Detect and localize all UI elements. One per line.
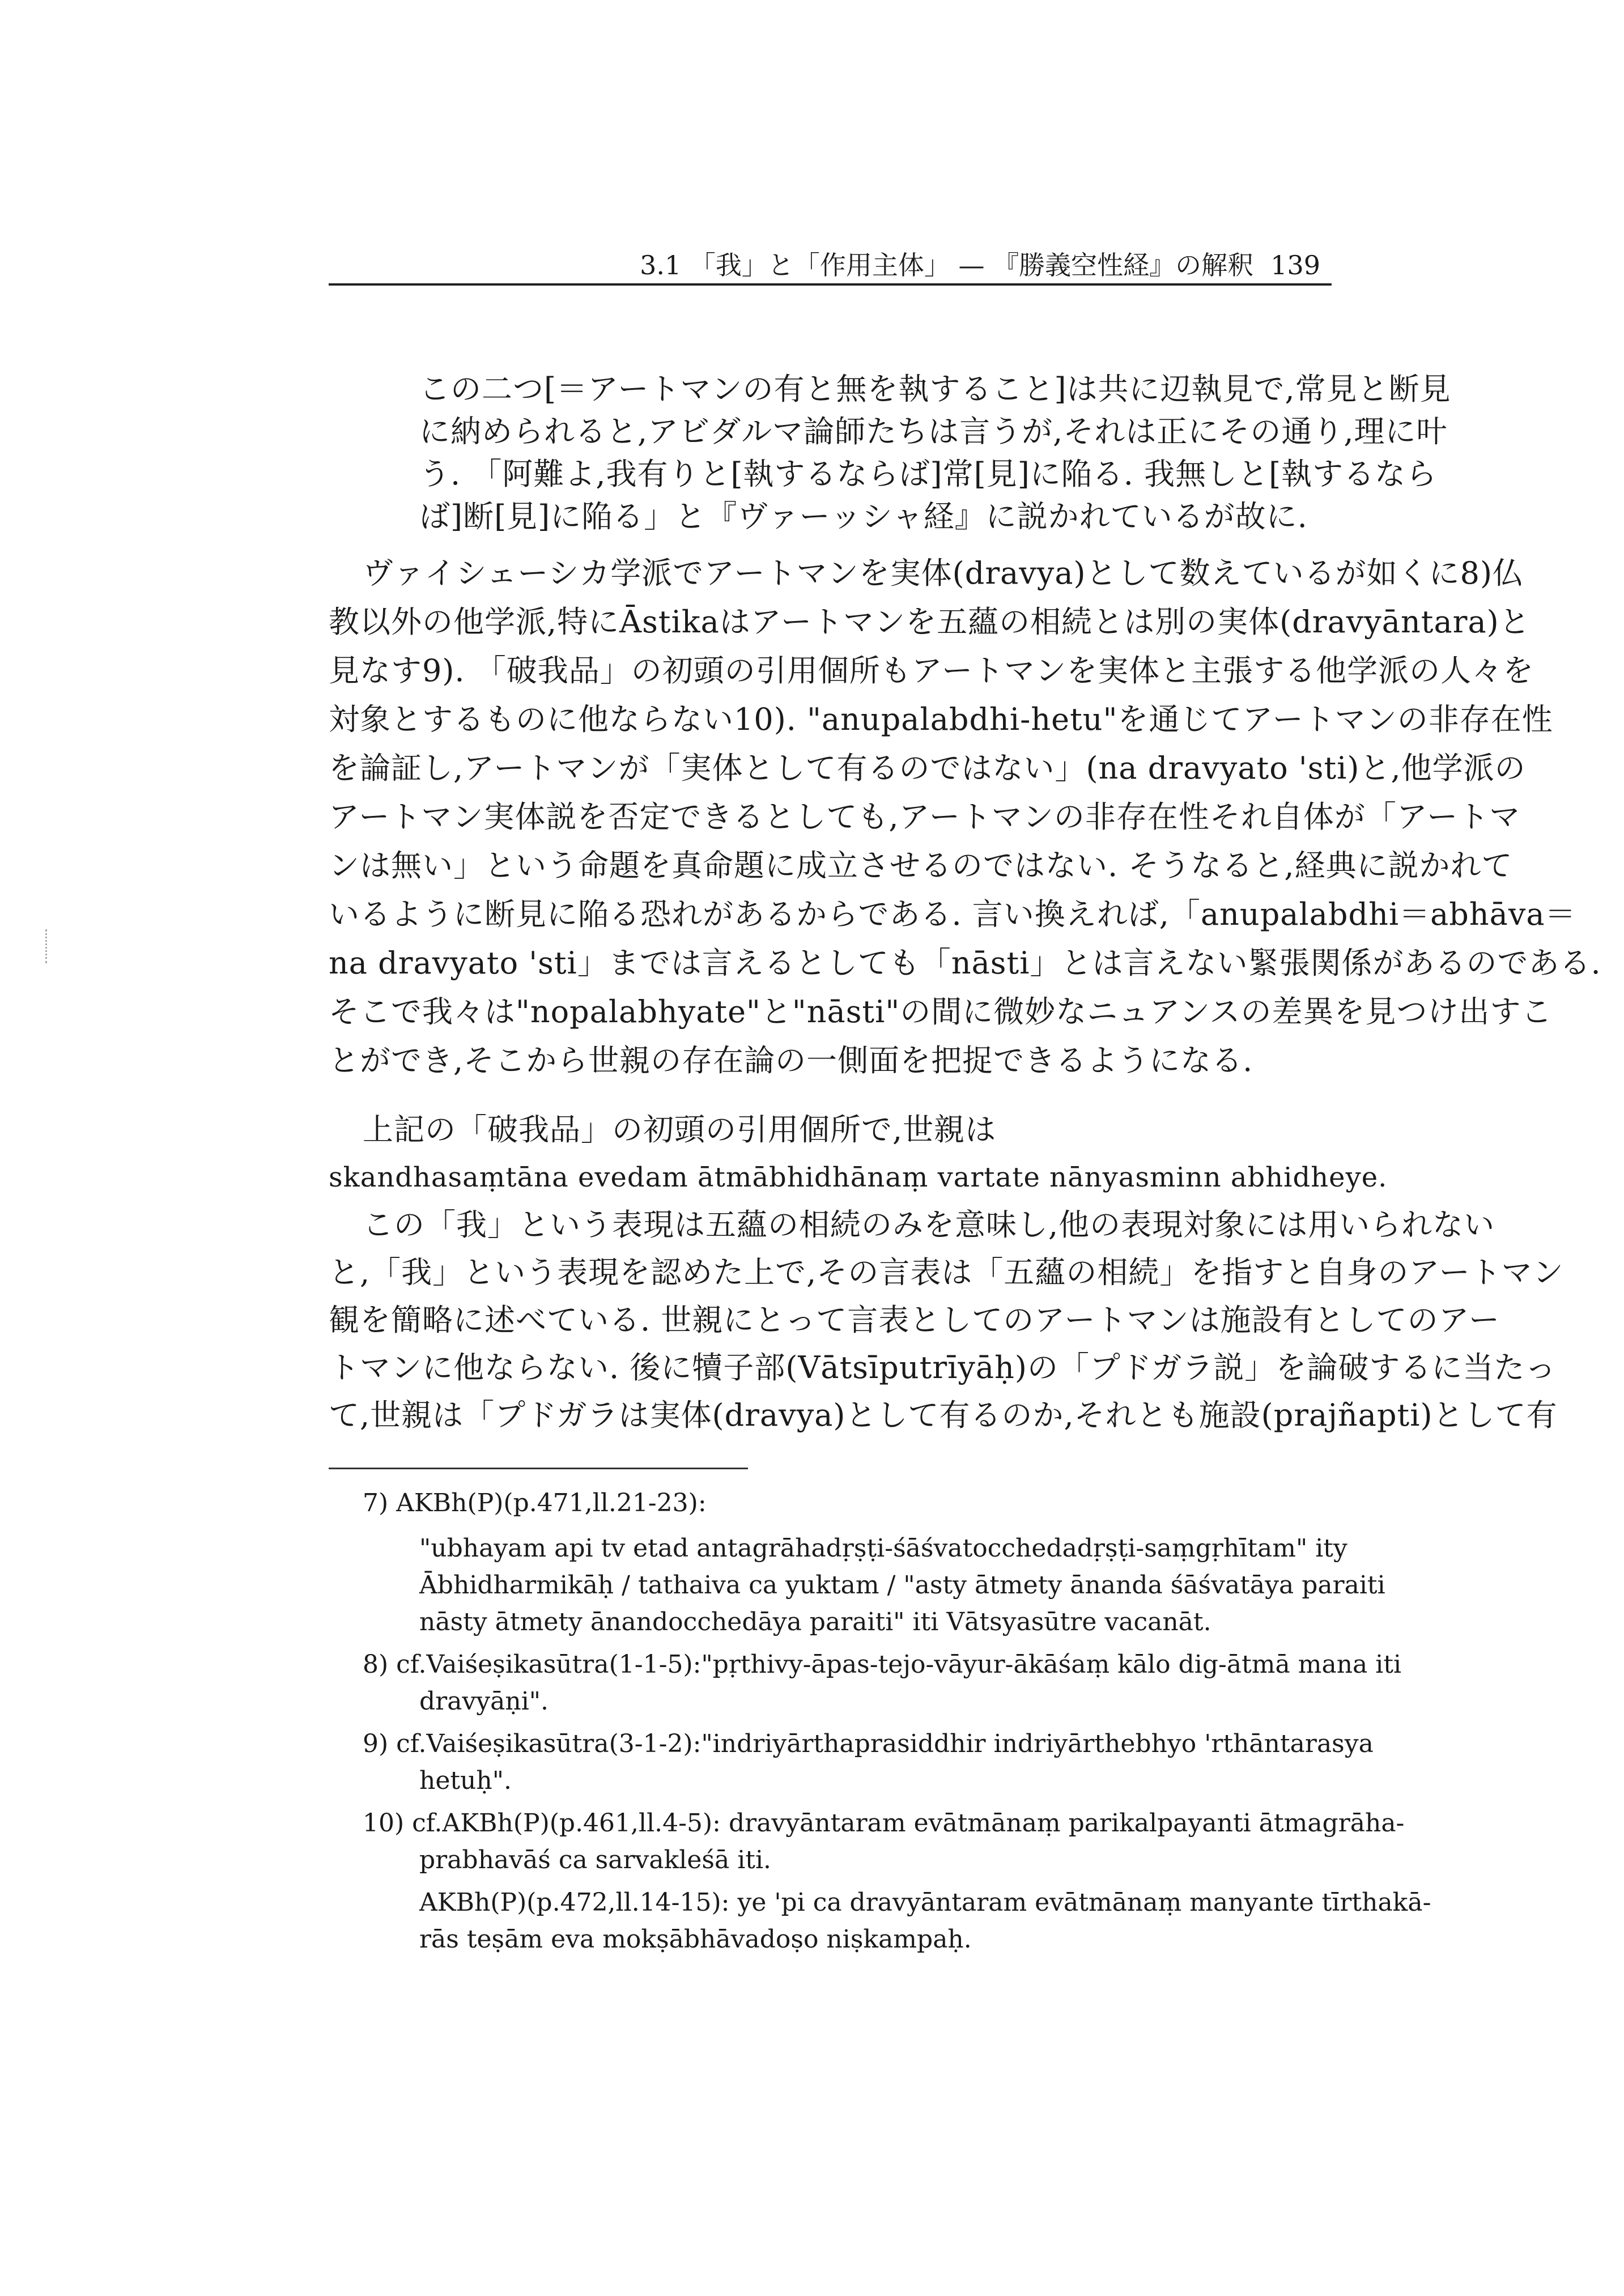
footnote-7: 7) AKBh(P)(p.471,ll.21-23): bbox=[363, 1489, 707, 1517]
quote-line: この二つ[＝アートマンの有と無を執すること]は共に辺執見で,常見と断見 bbox=[419, 371, 1451, 407]
footnote-7-line: Ābhidharmikāḥ / tathaiva ca yuktam / "asty ātmety ānanda śāśvatāya paraiti bbox=[419, 1571, 1385, 1600]
footnote-8-cont: dravyāṇi". bbox=[419, 1687, 549, 1716]
footnote-7-line: nāsty ātmety ānandocchedāya paraiti" iti Vātsyasūtre vacanāt. bbox=[419, 1608, 1211, 1636]
body-line: アートマン実体説を否定できるとしても,アートマンの非存在性それ自体が「アートマ bbox=[329, 799, 1521, 835]
footnote-10: 10) cf.AKBh(P)(p.461,ll.4-5): dravyāntaram evātmānaṃ parikalpayanti ātmagrāha- bbox=[363, 1809, 1405, 1838]
body-paragraph-2 bbox=[329, 1112, 1564, 1452]
running-header bbox=[329, 249, 1332, 286]
footnote-8: 8) cf.Vaiśeṣikasūtra(1-1-5):"pṛthivy-āpas-tejo-vāyur-ākāśaṃ kālo dig-ātmā mana iti bbox=[363, 1650, 1402, 1679]
body-line: いるように断見に陥る恐れがあるからである. 言い換えれば,「anupalabdhi＝abhāva＝ bbox=[329, 896, 1576, 932]
header-text bbox=[640, 249, 1320, 281]
footnote-9-cont: hetuḥ". bbox=[419, 1766, 512, 1795]
body-line: トマンに他ならない. 後に犢子部(Vātsīputrīyāḥ)の「プドガラ説」を論破するに当たっ bbox=[329, 1350, 1557, 1385]
footnote-7-line: "ubhayam api tv etad antagrāhadṛṣṭi-śāśvatocchedadṛṣṭi-saṃgṛhītam" ity bbox=[419, 1534, 1347, 1563]
block-quote bbox=[329, 371, 1451, 541]
quote-line: ば]断[見]に陥る」と『ヴァーッシャ経』に説かれているが故に. bbox=[419, 499, 1308, 534]
quote-line: う. 「阿難よ,我有りと[執するならば]常[見]に陥る. 我無しと[執するなら bbox=[419, 456, 1438, 492]
body-line: 上記の「破我品」の初頭の引用個所で,世親は bbox=[363, 1112, 997, 1147]
footnote-10-line: AKBh(P)(p.472,ll.14-15): ye 'pi ca dravyāntaram evātmānaṃ manyante tīrthakā- bbox=[419, 1888, 1431, 1917]
quote-line: に納められると,アビダルマ論師たちは言うが,それは正にその通り,理に叶 bbox=[419, 414, 1448, 449]
body-line: 観を簡略に述べている. 世親にとって言表としてのアートマンは施設有としてのアー bbox=[329, 1302, 1500, 1338]
body-line: 教以外の他学派,特にĀstikaはアートマンを五蘊の相続とは別の実体(dravyāntara)と bbox=[329, 604, 1531, 640]
sanskrit-quote: skandhasaṃtāna evedam ātmābhidhānaṃ vartate nānyasminn abhidheye. bbox=[329, 1162, 1388, 1193]
scan-artifact bbox=[45, 929, 55, 963]
body-line: na dravyato 'sti」までは言えるとしても「nāsti」とは言えない緊張関係があるのである. bbox=[329, 945, 1601, 981]
body-line: そこで我々は"nopalabhyate"と"nāsti"の間に微妙なニュアンスの差異を見つけ出すこ bbox=[329, 994, 1553, 1030]
body-line: ヴァイシェーシカ学派でアートマンを実体(dravya)として数えているが如くに8)仏 bbox=[363, 555, 1524, 591]
body-paragraph-1 bbox=[329, 555, 1601, 1094]
header-title: 3.1 「我」と「作用主体」 — 『勝義空性経』の解釈 bbox=[640, 250, 1254, 280]
footnote-9: 9) cf.Vaiśeṣikasūtra(3-1-2):"indriyārthaprasiddhir indriyārthebhyo 'rthāntarasya bbox=[363, 1729, 1374, 1758]
body-line: と,「我」という表現を認めた上で,その言表は「五蘊の相続」を指すと自身のアートマン bbox=[329, 1255, 1564, 1290]
body-line: を論証し,アートマンが「実体として有るのではない」(na dravyato 'sti)と,他学派の bbox=[329, 750, 1526, 786]
footnote-10-line: rās teṣām eva mokṣābhāvadoṣo niṣkampaḥ. bbox=[419, 1925, 972, 1954]
body-line: て,世親は「プドガラは実体(dravya)として有るのか,それとも施設(prajñapti)として有 bbox=[329, 1397, 1558, 1433]
footnote-10-cont: prabhavāś ca sarvakleśā iti. bbox=[419, 1846, 772, 1874]
body-line: ンは無い」という命題を真命題に成立させるのではない. そうなると,経典に説かれて bbox=[329, 848, 1513, 883]
footnotes bbox=[329, 1487, 1431, 1997]
body-line: この「我」という表現は五蘊の相続のみを意味し,他の表現対象には用いられない bbox=[363, 1207, 1495, 1243]
body-line: 見なす9). 「破我品」の初頭の引用個所もアートマンを実体と主張する他学派の人々を bbox=[329, 653, 1534, 688]
body-line: とができ,そこから世親の存在論の一側面を把捉できるようになる. bbox=[329, 1043, 1253, 1078]
footnote-divider bbox=[329, 1468, 748, 1469]
body-line: 対象とするものに他ならない10). "anupalabdhi-hetu"を通じてアートマンの非存在性 bbox=[329, 701, 1553, 737]
page-number: 139 bbox=[1270, 250, 1320, 280]
